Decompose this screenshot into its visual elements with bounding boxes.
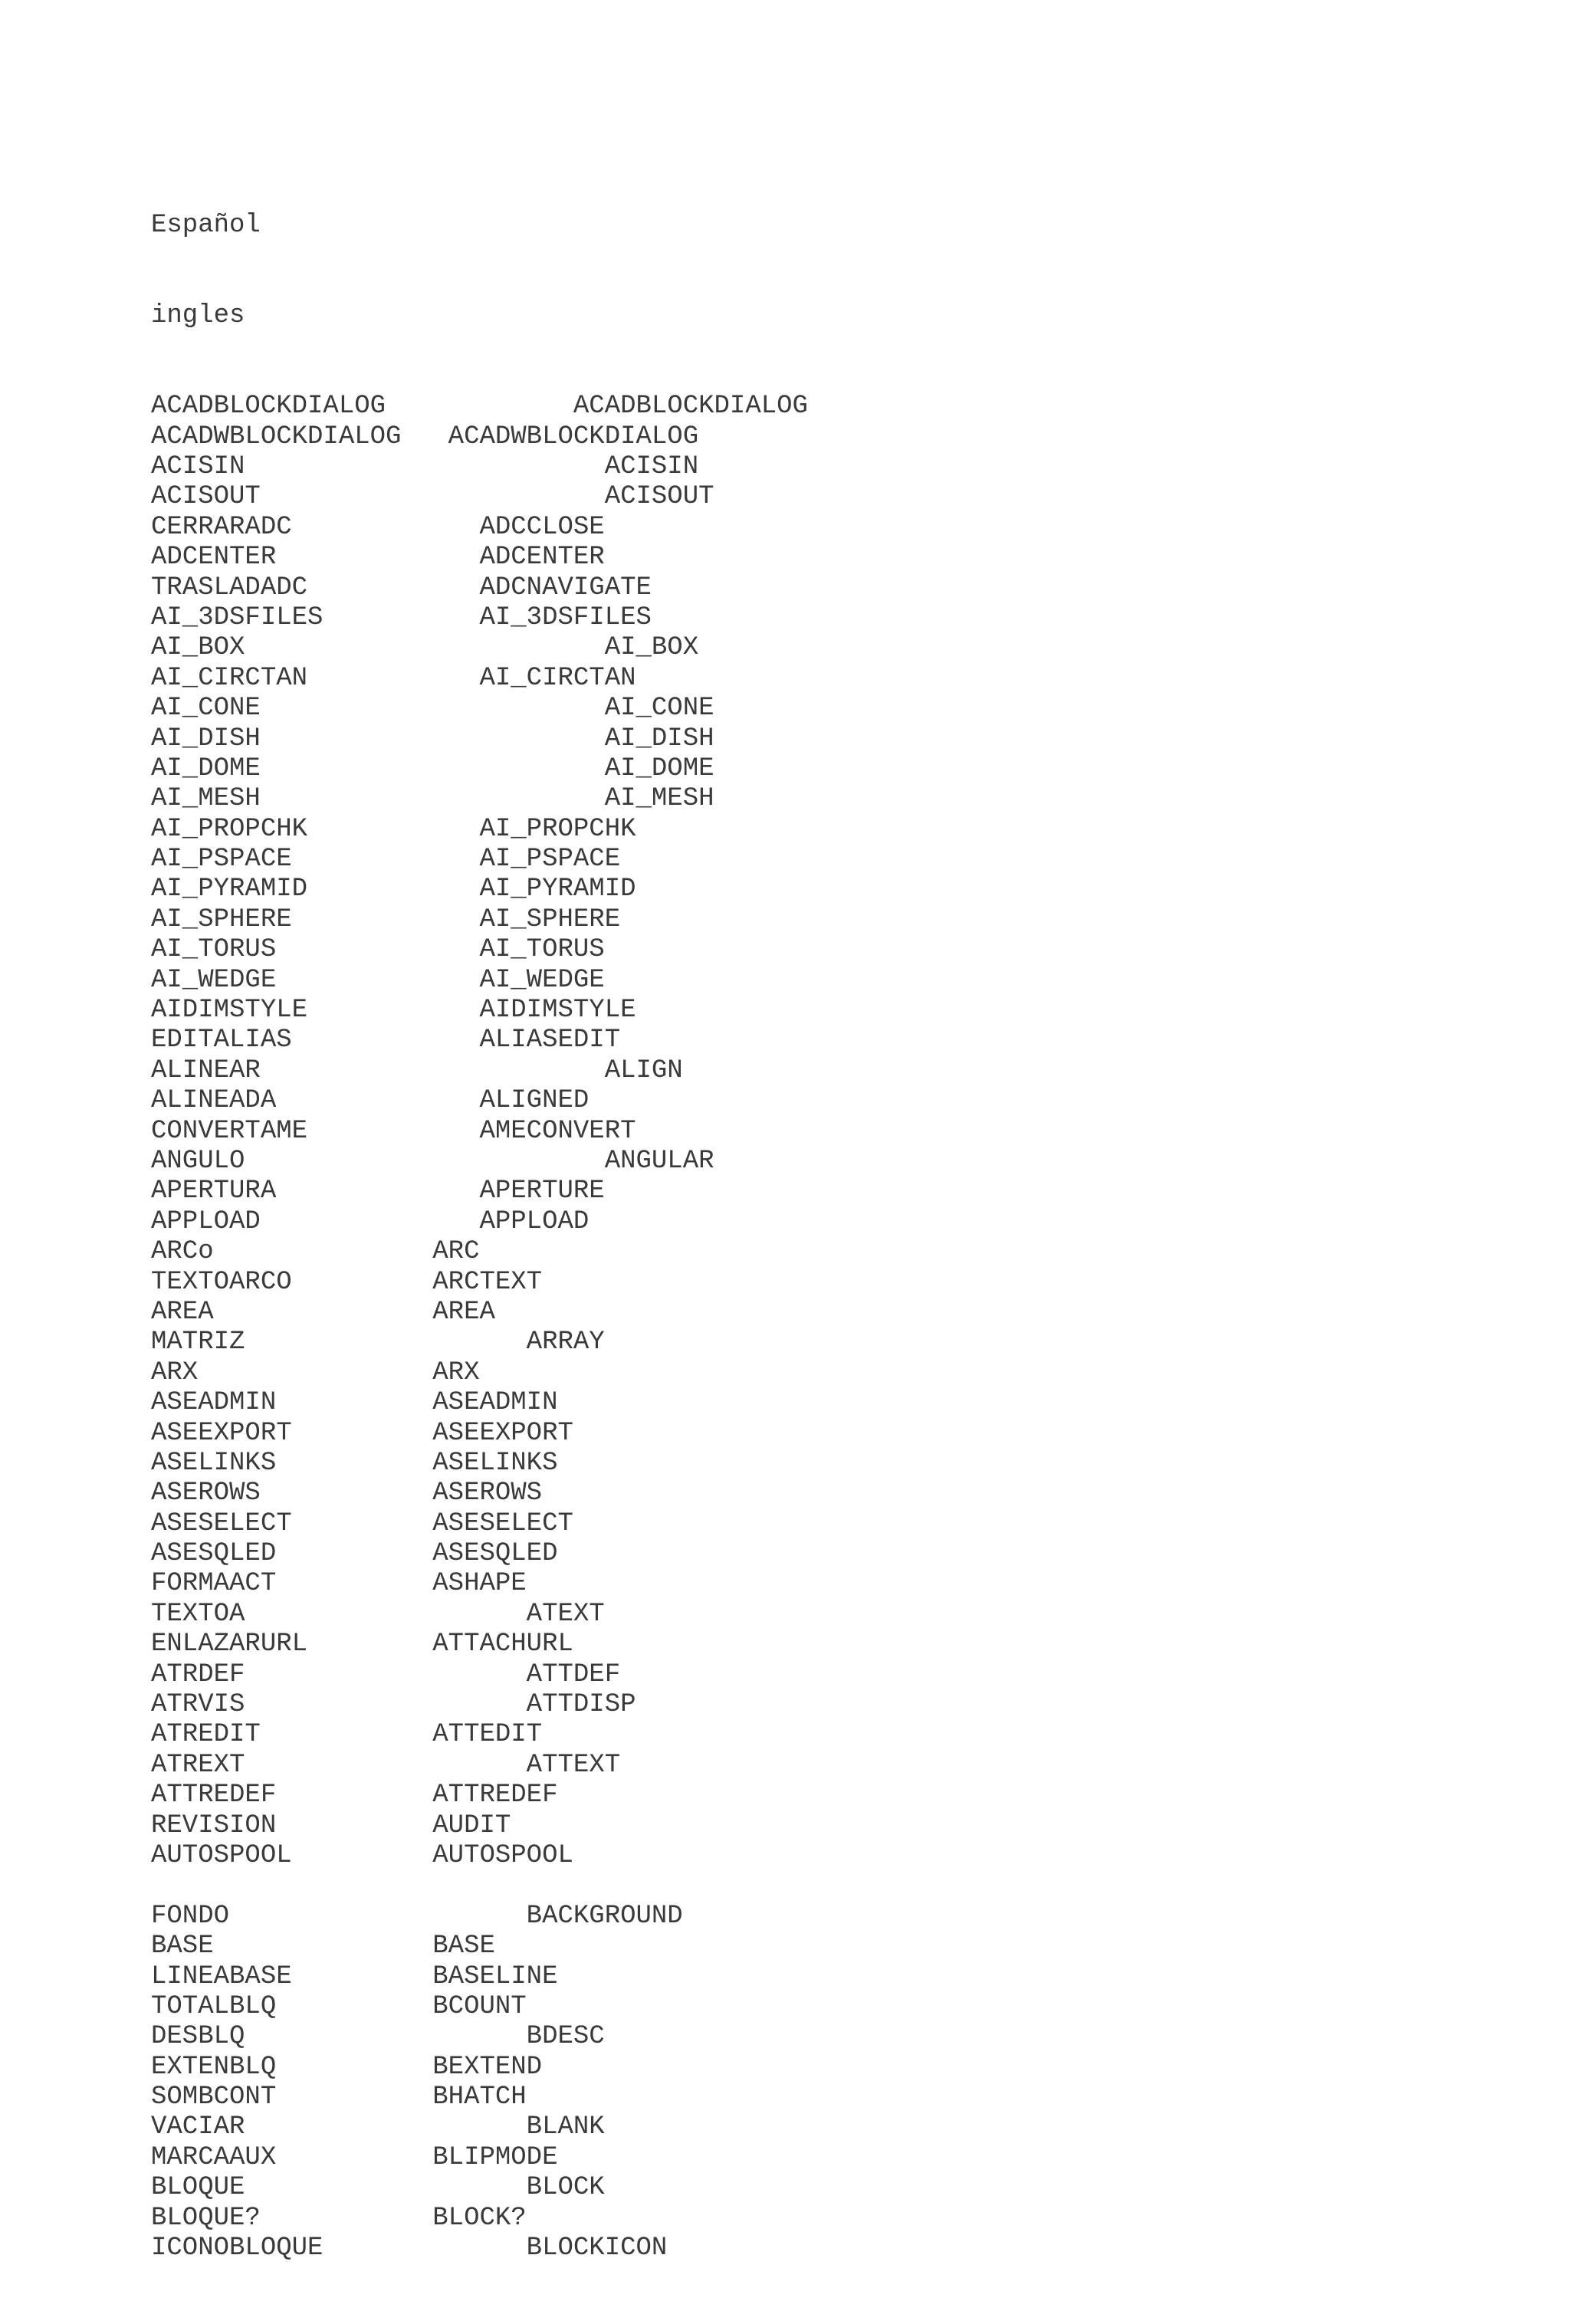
command-row: AREA AREA <box>151 1297 495 1327</box>
command-row: AI_CONE AI_CONE <box>151 694 714 724</box>
command-row: ADCENTER ADCENTER <box>151 543 605 573</box>
command-row: REVISION AUDIT <box>151 1810 511 1840</box>
command-row: ATREDIT ATTEDIT <box>151 1720 543 1750</box>
command-row: ACISOUT ACISOUT <box>151 482 714 512</box>
command-row: FONDO BACKGROUND <box>151 1901 683 1931</box>
command-row: TEXTOARCO ARCTEXT <box>151 1267 543 1297</box>
command-row: CONVERTAME AMECONVERT <box>151 1116 636 1146</box>
command-row: AI_DOME AI_DOME <box>151 753 714 783</box>
command-row: AI_DISH AI_DISH <box>151 724 714 753</box>
command-row: ICONOBLOQUE BLOCKICON <box>151 2234 668 2263</box>
command-row: ASESQLED ASESQLED <box>151 1539 558 1569</box>
command-row: MATRIZ ARRAY <box>151 1328 605 1357</box>
command-list <box>151 150 1454 2324</box>
command-row: AI_3DSFILES AI_3DSFILES <box>151 602 652 632</box>
command-row: TEXTOA ATEXT <box>151 1599 605 1629</box>
command-row: AI_TORUS AI_TORUS <box>151 935 605 965</box>
command-row: ACADBLOCKDIALOG ACADBLOCKDIALOG <box>151 392 808 422</box>
command-row: AI_WEDGE AI_WEDGE <box>151 965 605 995</box>
command-row: ALINEAR ALIGN <box>151 1055 683 1085</box>
command-row: TOTALBLQ BCOUNT <box>151 1991 527 2021</box>
command-row: BLOQUE? BLOCK? <box>151 2203 527 2233</box>
command-row: AI_SPHERE AI_SPHERE <box>151 904 621 934</box>
command-row: BASE BASE <box>151 1932 495 1961</box>
command-row: ARCo ARC <box>151 1237 480 1267</box>
command-rows <box>151 392 1454 2263</box>
header-line-english: ingles <box>151 301 245 331</box>
command-row: TRASLADADC ADCNAVIGATE <box>151 573 652 602</box>
command-row: ENLAZARURL ATTACHURL <box>151 1630 573 1659</box>
command-row: APERTURA APERTURE <box>151 1177 605 1206</box>
command-row: MARCAAUX BLIPMODE <box>151 2142 558 2172</box>
command-row: BLOQUE BLOCK <box>151 2173 605 2203</box>
command-row: VACIAR BLANK <box>151 2112 605 2142</box>
command-row: ATREXT ATTEXT <box>151 1750 621 1780</box>
command-row: AIDIMSTYLE AIDIMSTYLE <box>151 996 636 1026</box>
command-row: ARX ARX <box>151 1357 480 1387</box>
command-row: ANGULO ANGULAR <box>151 1146 714 1176</box>
command-row: ASEEXPORT ASEEXPORT <box>151 1418 573 1448</box>
header-line-spanish: Español <box>151 210 261 240</box>
command-row: ACADWBLOCKDIALOG ACADWBLOCKDIALOG <box>151 422 699 451</box>
command-row: ASESELECT ASESELECT <box>151 1508 573 1538</box>
command-row: AI_MESH AI_MESH <box>151 784 714 814</box>
command-row: ATTREDEF ATTREDEF <box>151 1781 558 1810</box>
command-row: AUTOSPOOL AUTOSPOOL <box>151 1840 573 1870</box>
blank-line <box>151 1871 1454 1901</box>
command-row: CERRARADC ADCCLOSE <box>151 512 605 542</box>
command-row: FORMAACT ASHAPE <box>151 1569 527 1599</box>
command-row: DESBLQ BDESC <box>151 2022 605 2052</box>
command-row: AI_PROPCHK AI_PROPCHK <box>151 814 636 844</box>
command-row: AI_PYRAMID AI_PYRAMID <box>151 875 636 904</box>
command-row: ASELINKS ASELINKS <box>151 1448 558 1478</box>
command-row: ATRVIS ATTDISP <box>151 1690 636 1720</box>
command-row: ASEROWS ASEROWS <box>151 1479 543 1508</box>
command-row: ALINEADA ALIGNED <box>151 1086 590 1116</box>
command-row: AI_BOX AI_BOX <box>151 633 699 663</box>
command-row: LINEABASE BASELINE <box>151 1961 558 1991</box>
command-row: APPLOAD APPLOAD <box>151 1206 590 1236</box>
command-row: ACISIN ACISIN <box>151 452 699 481</box>
command-row: ASEADMIN ASEADMIN <box>151 1388 558 1418</box>
command-row: EXTENBLQ BEXTEND <box>151 2052 543 2082</box>
command-row: AI_CIRCTAN AI_CIRCTAN <box>151 663 636 693</box>
command-row: SOMBCONT BHATCH <box>151 2083 527 2112</box>
command-row: ATRDEF ATTDEF <box>151 1659 621 1689</box>
command-row: EDITALIAS ALIASEDIT <box>151 1026 621 1055</box>
command-row: AI_PSPACE AI_PSPACE <box>151 845 621 875</box>
